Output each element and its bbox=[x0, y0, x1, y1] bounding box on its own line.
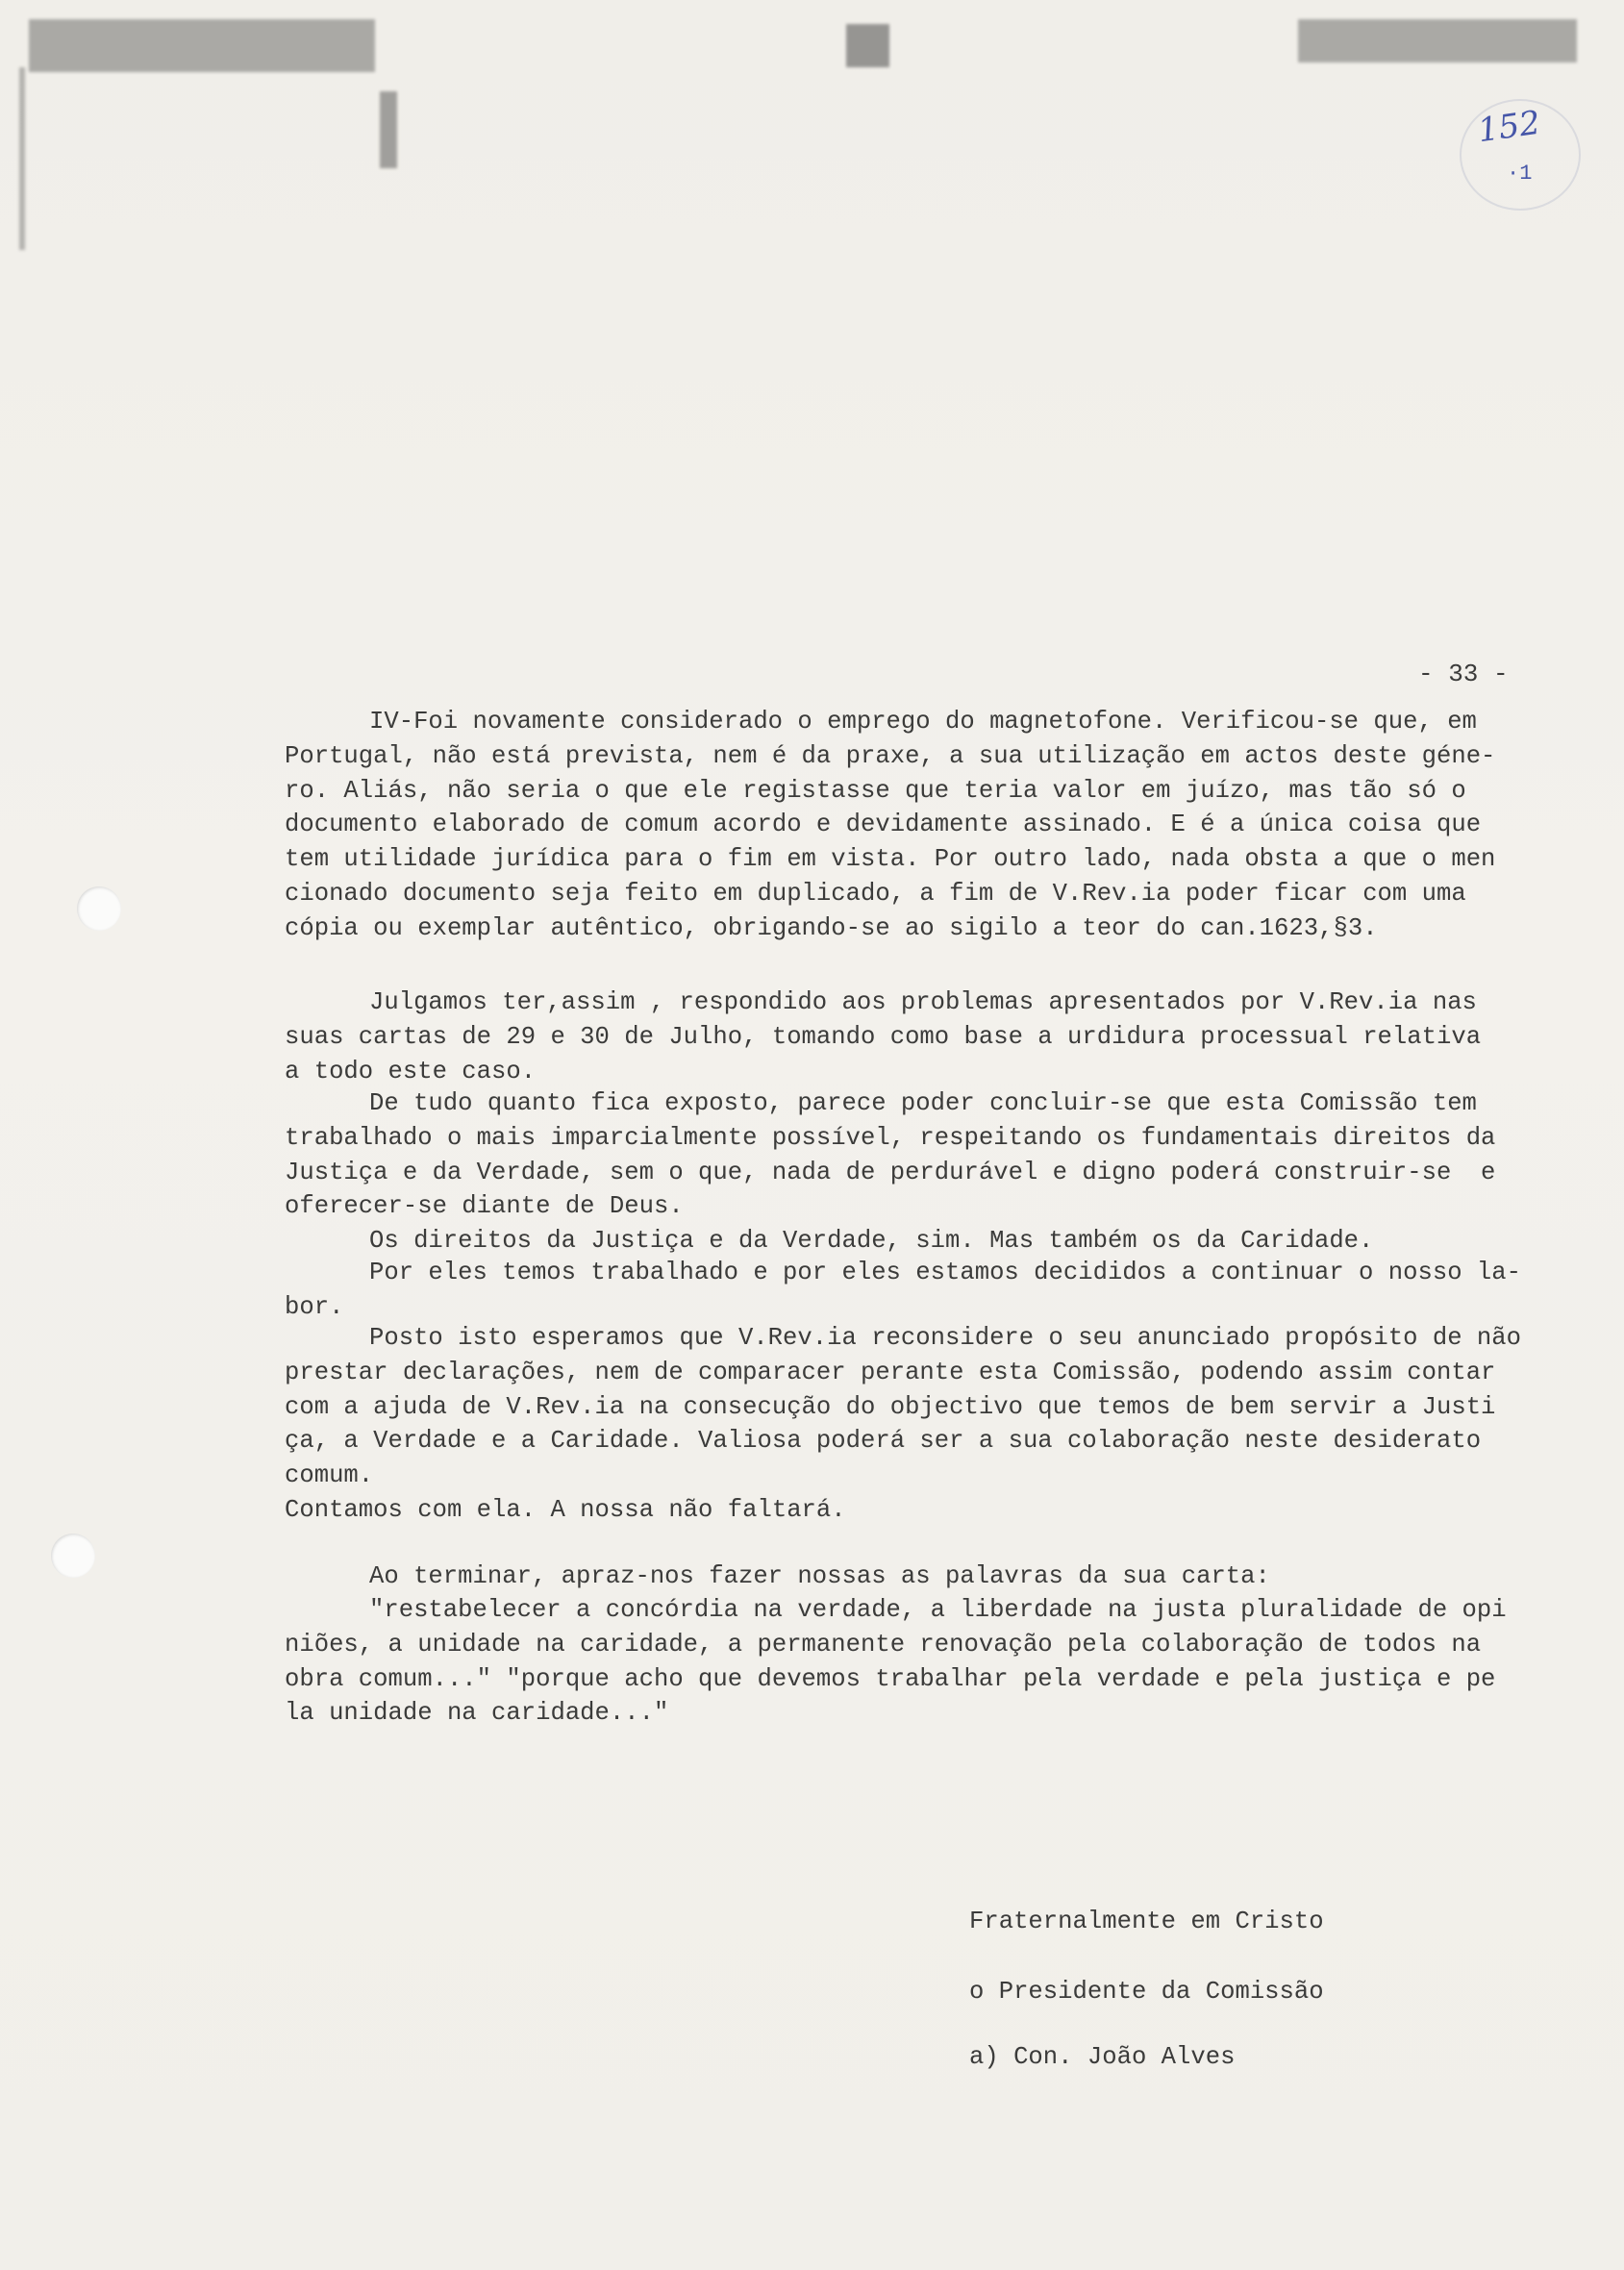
paragraph bbox=[285, 1256, 1535, 1325]
text-line: ça, a Verdade e a Caridade. Valiosa poderá ser a sua colaboração neste desiderato bbox=[285, 1427, 1482, 1456]
text-line: Julgamos ter,assim , respondido aos problemas apresentados por V.Rev.ia nas bbox=[369, 988, 1477, 1016]
text-line: bor. bbox=[285, 1292, 344, 1321]
text-line: IV-Foi novamente considerado o emprego do magnetofone. Verificou-se que, em bbox=[369, 708, 1477, 736]
closing: Fraternalmente em Cristo bbox=[969, 1908, 1324, 1935]
text-line: Justiça e da Verdade, sem o que, nada de perdurável e digno poderá construir-se e bbox=[285, 1158, 1496, 1186]
text-line: ro. Aliás, não seria o que ele registasse que teria valor em juízo, mas tão só o bbox=[285, 776, 1466, 805]
paragraph bbox=[285, 1321, 1535, 1493]
paragraph bbox=[285, 1493, 1535, 1528]
text-line: Por eles temos trabalhado e por eles estamos decididos a continuar o nosso la- bbox=[369, 1259, 1521, 1286]
punch-hole bbox=[77, 886, 121, 931]
scan-smudge bbox=[29, 19, 375, 72]
paragraph bbox=[285, 705, 1535, 946]
signatory-name: a) Con. João Alves bbox=[969, 2043, 1236, 2071]
text-line: prestar declarações, nem de comparacer perante esta Comissão, podendo assim contar bbox=[285, 1358, 1496, 1386]
text-line: obra comum..." "porque acho que devemos trabalhar pela verdade e pela justiça e pe bbox=[285, 1664, 1496, 1693]
text-line: a todo este caso. bbox=[285, 1057, 537, 1085]
paragraph bbox=[285, 1559, 1535, 1594]
scan-smudge bbox=[19, 67, 25, 250]
paragraph bbox=[285, 1224, 1535, 1259]
punch-hole bbox=[51, 1534, 95, 1578]
text-line: trabalhado o mais imparcialmente possível, respeitando os fundamentais direitos da bbox=[285, 1123, 1496, 1152]
text-line: Posto isto esperamos que V.Rev.ia reconsidere o seu anunciado propósito de não bbox=[369, 1324, 1521, 1352]
text-line: Portugal, não está prevista, nem é da praxe, a sua utilização em actos deste géne- bbox=[285, 741, 1496, 770]
text-line: De tudo quanto fica exposto, parece poder concluir-se que esta Comissão tem bbox=[369, 1089, 1477, 1117]
folio-sub: ·1 bbox=[1507, 162, 1533, 186]
text-line: cópia ou exemplar autêntico, obrigando-se ao sigilo a teor do can.1623,§3. bbox=[285, 913, 1378, 942]
text-line: documento elaborado de comum acordo e devidamente assinado. E é a única coisa que bbox=[285, 811, 1482, 839]
text-line: niões, a unidade na caridade, a permanente renovação pela colaboração de todos na bbox=[285, 1630, 1482, 1659]
text-line: oferecer-se diante de Deus. bbox=[285, 1192, 684, 1221]
scan-smudge bbox=[1298, 19, 1577, 62]
text-line: "restabelecer a concórdia na verdade, a liberdade na justa pluralidade de opi bbox=[369, 1596, 1507, 1624]
page-number: - 33 - bbox=[1418, 660, 1509, 688]
text-line: tem utilidade jurídica para o fim em vista. Por outro lado, nada obsta a que o men bbox=[285, 845, 1496, 874]
text-line: Os direitos da Justiça e da Verdade, sim. Mas também os da Caridade. bbox=[369, 1227, 1374, 1255]
text-line: comum. bbox=[285, 1461, 374, 1490]
scan-smudge bbox=[380, 91, 397, 168]
text-line: com a ajuda de V.Rev.ia na consecução do objectivo que temos de bem servir a Justi bbox=[285, 1392, 1496, 1421]
paragraph bbox=[285, 1086, 1535, 1224]
paragraph bbox=[285, 985, 1535, 1088]
folio-number: 152 bbox=[1475, 103, 1543, 151]
text-line: Contamos com ela. A nossa não faltará. bbox=[285, 1496, 846, 1524]
scan-smudge bbox=[846, 24, 889, 67]
paragraph bbox=[285, 1593, 1535, 1731]
text-line: suas cartas de 29 e 30 de Julho, tomando como base a urdidura processual relativa bbox=[285, 1022, 1482, 1051]
text-line: cionado documento seja feito em duplicado, a fim de V.Rev.ia poder ficar com uma bbox=[285, 879, 1466, 908]
text-line: Ao terminar, apraz-nos fazer nossas as palavras da sua carta: bbox=[369, 1562, 1270, 1590]
text-line: la unidade na caridade..." bbox=[285, 1699, 669, 1728]
signatory-title: o Presidente da Comissão bbox=[969, 1978, 1324, 2006]
